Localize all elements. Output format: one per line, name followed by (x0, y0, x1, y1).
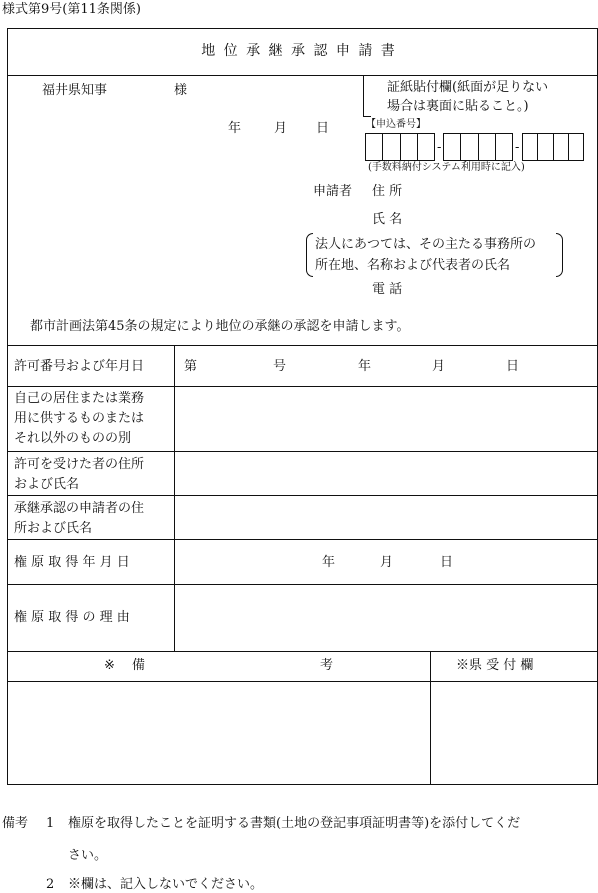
stamp-area-left-border (363, 75, 364, 117)
corporate-note: 法人にあつては、その主たる事務所の 所在地、名称および代表者の氏名 (315, 237, 537, 273)
remarks-bi: 備 (132, 658, 146, 673)
application-statement: 都市計画法第45条の規定により地位の承継の承認を申請します。 (30, 319, 410, 334)
table-row-divider (7, 651, 598, 652)
application-number-note: (手数料納付システム利用時に記入) (368, 162, 525, 173)
title-divider (7, 75, 598, 76)
permit-holder-label: 許可を受けた者の住所 および氏名 (14, 457, 145, 492)
name-label: 氏 名 (372, 212, 403, 227)
address-label: 住 所 (372, 184, 403, 199)
acquire-year: 年 (322, 555, 336, 570)
permit-day: 日 (506, 359, 520, 374)
addressee-sama: 様 (174, 83, 188, 98)
phone-label: 電 話 (372, 282, 403, 297)
permit-year: 年 (358, 359, 372, 374)
table-row-divider (7, 386, 598, 387)
date-year: 年 (228, 121, 242, 136)
usage-label: 自己の居住または業務 用に供するものまたは それ以外のものの別 (14, 391, 145, 446)
permit-month: 月 (432, 359, 446, 374)
date-day: 日 (316, 121, 330, 136)
form-id: 様式第9号(第11条関係) (2, 2, 141, 17)
permit-dai: 第 (184, 359, 198, 374)
stamp-area-bottom-border (363, 116, 371, 117)
stamp-area-label: 証紙貼付欄(紙面が足りない 場合は裏面に貼ること。) (387, 80, 549, 114)
note-text-continued: さい。 (68, 848, 108, 863)
corporate-note-bracket-left (306, 233, 313, 277)
table-row-divider (7, 539, 598, 540)
acquire-reason-label: 権 原 取 得 の 理 由 (14, 610, 130, 625)
app-no-dash-2: - (515, 140, 520, 155)
note-text: 権原を取得したことを証明する書類(土地の登記事項証明書等)を添付してくだ (68, 816, 521, 831)
table-row-divider (7, 495, 598, 496)
reception-header: ※県 受 付 欄 (456, 658, 534, 673)
successor-label: 承継承認の申請者の住 所および氏名 (14, 501, 145, 536)
form-title: 地 位 承 継 承 認 申 請 書 (201, 43, 397, 59)
table-column-divider (174, 345, 175, 651)
table-column-divider (430, 651, 431, 785)
app-no-dash-1: - (437, 140, 442, 155)
notes-label: 備考 (2, 816, 29, 831)
addressee: 福井県知事 (42, 83, 108, 98)
permit-go: 号 (273, 359, 287, 374)
note-number: 1 (46, 816, 55, 831)
remarks-ko: 考 (320, 658, 334, 673)
applicant-label: 申請者 (313, 184, 353, 199)
table-row-divider (7, 584, 598, 585)
remarks-mark: ※ (104, 658, 115, 673)
table-row-divider (7, 681, 598, 682)
application-number-label: 【申込番号】 (366, 119, 426, 130)
note-number: 2 (46, 877, 55, 892)
acquire-date-label: 権 原 取 得 年 月 日 (14, 555, 130, 570)
note-text: ※欄は、記入しないでください。 (68, 877, 264, 892)
acquire-day: 日 (440, 555, 454, 570)
permit-number-label: 許可番号および年月日 (14, 359, 145, 374)
table-row-divider (7, 345, 598, 346)
corporate-note-bracket-right (556, 233, 563, 277)
acquire-month: 月 (380, 555, 394, 570)
table-row-divider (7, 451, 598, 452)
date-month: 月 (274, 121, 288, 136)
